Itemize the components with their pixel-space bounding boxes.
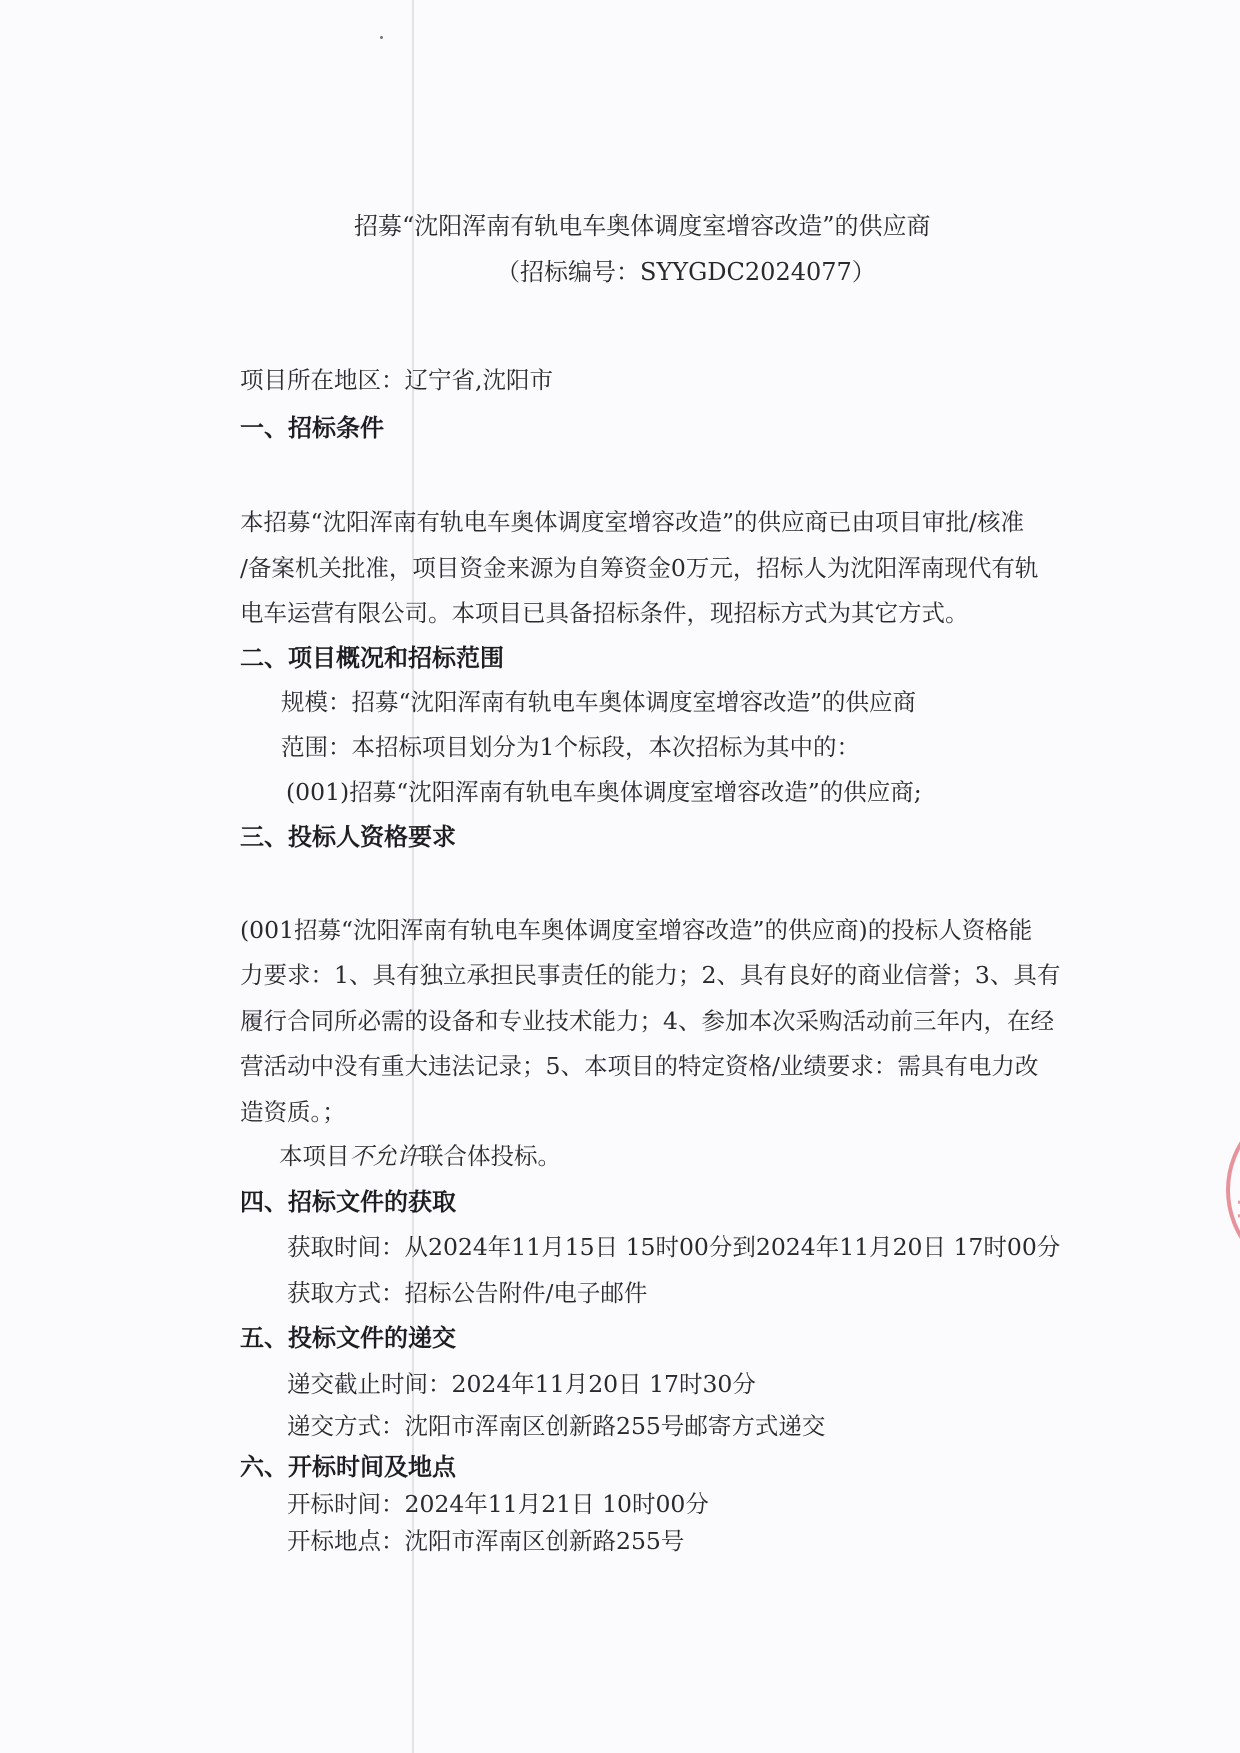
submission-method: 递交方式：沈阳市浑南区创新路255号邮寄方式递交 bbox=[287, 1412, 826, 1440]
section-5-heading: 五、投标文件的递交 bbox=[240, 1323, 456, 1352]
red-seal-stamp bbox=[1208, 1090, 1240, 1290]
section-1-line: 电车运营有限公司。本项目已具备招标条件，现招标方式为其它方式。 bbox=[240, 599, 969, 627]
scope-line: 范围：本招标项目划分为1个标段，本次招标为其中的： bbox=[281, 733, 860, 761]
qualification-line: 履行合同所必需的设备和专业技术能力；4、参加本次采购活动前三年内，在经 bbox=[240, 1007, 1054, 1035]
acquisition-time: 获取时间：从2024年11月15日 15时00分到2024年11月20日 17时00分 bbox=[287, 1233, 1061, 1261]
section-2-heading: 二、项目概况和招标范围 bbox=[240, 643, 504, 672]
opening-time: 开标时间：2024年11月21日 10时00分 bbox=[287, 1490, 709, 1518]
qualification-line: 力要求：1、具有独立承担民事责任的能力；2、具有良好的商业信誉；3、具有 bbox=[240, 961, 1061, 989]
opening-place: 开标地点：沈阳市浑南区创新路255号 bbox=[287, 1527, 685, 1555]
consortium-line bbox=[279, 1140, 561, 1172]
seal-outer-ring bbox=[1228, 1100, 1240, 1280]
qualification-line: 造资质。； bbox=[240, 1098, 346, 1126]
section-1-heading: 一、招标条件 bbox=[240, 413, 384, 442]
tender-code: （招标编号：SYYGDC2024077） bbox=[496, 258, 876, 286]
scale-line: 规模：招募“沈阳浑南有轨电车奥体调度室增容改造”的供应商 bbox=[281, 688, 917, 716]
submission-deadline: 递交截止时间：2024年11月20日 17时30分 bbox=[287, 1370, 756, 1398]
consortium-suffix: 联合体投标。 bbox=[420, 1142, 561, 1170]
lot-line: (001)招募“沈阳浑南有轨电车奥体调度室增容改造”的供应商; bbox=[286, 778, 922, 806]
section-1-line: /备案机关批准，项目资金来源为自筹资金0万元，招标人为沈阳浑南现代有轨 bbox=[240, 554, 1039, 582]
qualification-line: (001招募“沈阳浑南有轨电车奥体调度室增容改造”的供应商)的投标人资格能 bbox=[240, 916, 1033, 944]
acquisition-method: 获取方式：招标公告附件/电子邮件 bbox=[287, 1279, 648, 1307]
qualification-line: 营活动中没有重大违法记录；5、本项目的特定资格/业绩要求：需具有电力改 bbox=[240, 1052, 1039, 1080]
section-6-heading: 六、开标时间及地点 bbox=[240, 1452, 456, 1481]
consortium-not-allowed: 不允许 bbox=[349, 1142, 420, 1170]
section-3-heading: 三、投标人资格要求 bbox=[240, 822, 456, 851]
consortium-prefix: 本项目 bbox=[279, 1142, 350, 1170]
document-title: 招募“沈阳浑南有轨电车奥体调度室增容改造”的供应商 bbox=[354, 212, 931, 240]
section-1-line: 本招募“沈阳浑南有轨电车奥体调度室增容改造”的供应商已由项目审批/核准 bbox=[240, 508, 1024, 536]
section-4-heading: 四、招标文件的获取 bbox=[240, 1187, 456, 1216]
scan-speck bbox=[380, 36, 383, 39]
project-region: 项目所在地区：辽宁省,沈阳市 bbox=[240, 366, 553, 394]
